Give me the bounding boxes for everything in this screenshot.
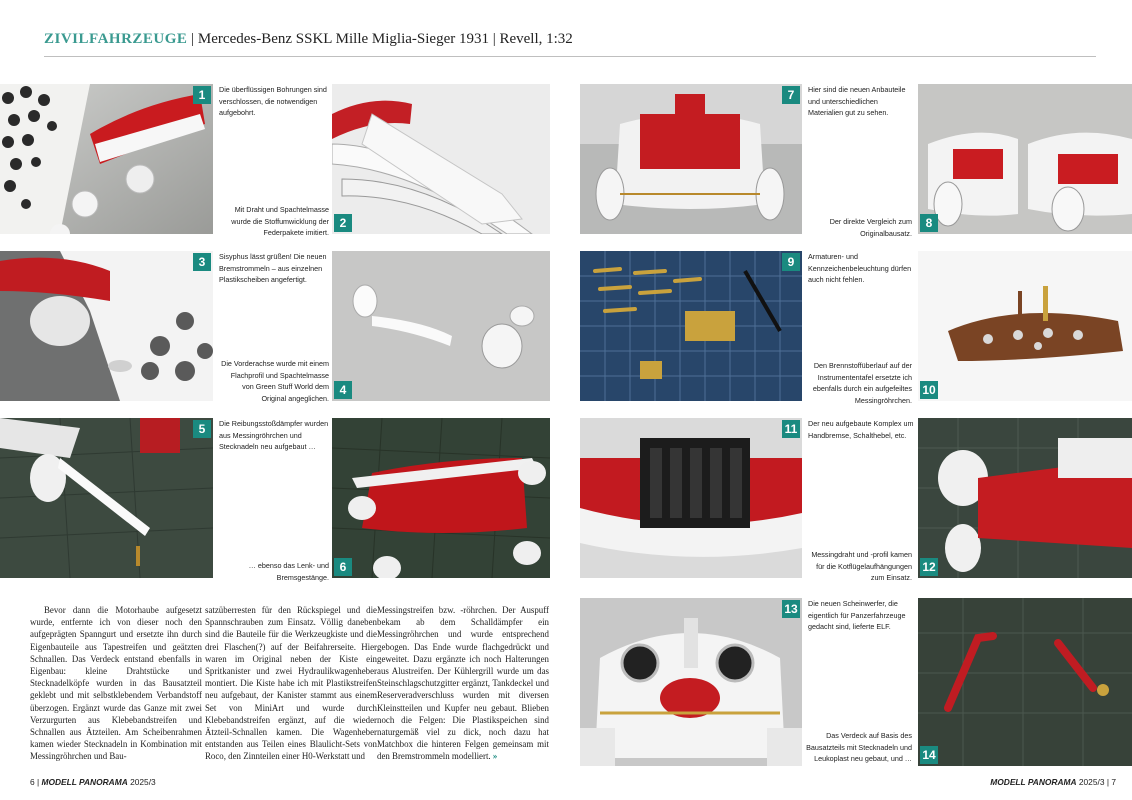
photo-caption: Hier sind die neuen Anbauteile und unterschiedlichen Materialien gut zu sehen. [808,85,906,117]
photo-5 [0,418,213,578]
photo-number-badge: 3 [193,253,211,271]
issue-number: 2025/3 [130,777,156,787]
photo-caption: Die Reibungsstoßdämpfer wurden aus Messingröhrchen und Stecknadeln neu aufgebaut … [219,419,329,451]
page-number: 6 [30,777,35,787]
photo-1 [0,84,213,234]
photo-number-badge: 8 [920,214,938,232]
continue-arrow: » [492,751,498,762]
photo-number-badge: 1 [193,86,211,104]
photo-number-badge: 10 [920,381,938,399]
photo-number-badge: 2 [334,214,352,232]
photo-caption: Sisyphus lässt grüßen! Die neuen Bremstrommeln – aus einzelnen Plastikscheiben angefertigt. [219,252,327,284]
page-header [44,30,1096,57]
photo-caption: Die überflüssigen Bohrungen sind verschlossen, die notwendigen aufgebohrt. [219,85,327,117]
photo-caption: Der direkte Vergleich zum Originalbausatz. [829,217,912,238]
photo-caption: … ebenso das Lenk- und Bremsgestänge. [248,561,329,582]
magazine-name: MODELL PANORAMA [41,777,128,787]
photo-caption: Den Brennstoffüberlauf auf der Instrumententafel ersetzte ich ebenfalls durch ein aufgefeiltes Messingröhrchen. [812,361,912,405]
photo-caption: Die neuen Scheinwerfer, die eigentlich für Panzerfahrzeuge gedacht sind, lieferte ELF. [808,599,906,631]
section-label: ZIVILFAHRZEUGE [44,31,188,47]
photo-caption: Messingdraht und -profil kamen für die Kotflügelaufhängungen zum Einsatz. [811,550,912,582]
photo-caption: Das Verdeck auf Basis des Bausatzteils mit Stecknadeln und Leukoplast neu gebaut, und … [806,731,912,763]
photo-2 [332,84,550,234]
photo-number-badge: 13 [782,600,800,618]
photo-4 [332,251,550,401]
magazine-name: MODELL PANORAMA [990,777,1077,787]
photo-8 [918,84,1132,234]
page-number: 7 [1111,777,1116,787]
photo-number-badge: 5 [193,420,211,438]
body-text: Messingstreifen bzw. -röhrchen. Der Auspuff bekam ab dem Schalldämpfer ein Messingröhrchen und wurde entsprechend gebogen. Das Ende wurde flachgedrückt und geweitet. Dazu ergänzte ich noch Halterungen aus Alustreifen. Der Kühlergrill wurde um das Steinschlagschutzgitter ergänzt, Tankdeckel und Reserveradverschluss wurden mit diversen Kleinstteilen und Kupfer neu gebaut. Blieben noch die Felgen: Die Plastikspeichen sind naturgemäß viel zu dick, noch dazu hat Matchbox die hinteren Felgen gemeinsam mit den Bremstrommeln modelliert. [377,605,549,762]
photo-10 [918,251,1132,401]
photo-6 [332,418,550,578]
photo-number-badge: 11 [782,420,800,438]
photo-number-badge: 12 [920,558,938,576]
footer-separator: | [37,777,40,787]
photo-13 [580,598,802,766]
photo-11 [580,418,802,578]
body-column-1 [30,604,202,763]
footer-separator: | [1106,777,1109,787]
photo-caption: Mit Draht und Spachtelmasse wurde die Stoffumwicklung der Federpakete imitiert. [231,205,329,237]
article-title: | Mercedes-Benz SSKL Mille Miglia-Sieger 1931 | Revell, 1:32 [187,31,573,47]
footer-right [990,777,1116,787]
footer-left [30,777,156,787]
photo-9 [580,251,802,401]
issue-number: 2025/3 [1078,777,1105,787]
photo-caption: Die Vorderachse wurde mit einem Flachprofil und Spachtelmasse von Green Stuff World dem Original angeglichen. [221,359,329,403]
photo-number-badge: 14 [920,746,938,764]
photo-7 [580,84,802,234]
body-column-3 [377,604,549,763]
photo-caption: Armaturen- und Kennzeichenbeleuchtung dürfen auch nicht fehlen. [808,252,912,284]
photo-number-badge: 9 [782,253,800,271]
body-paragraph: Bevor dann die Motorhaube aufgesetzt wurde, entfernte ich von dieser noch den aufgeprägten Spanngurt und ersetzte ihn durch Eigenbauteile aus Tapestreifen und geätzten Schnallen. Das Verdeck entstand ebenfalls in Eigenbau: kleine Drahtstücke und Stecknadelköpfe wurden in das Bausatzteil geklebt und mit selbstklebendem Verbandstoff überzogen. Ergänzt wurde das Ganze mit zwei Verzurgurten aus Klebebandstreifen und Schnallen aus Ätzteilen. Am Scheibenrahmen kamen wieder Stecknadeln in Kombination mit Messingröhrchen und Bau- [30,605,202,762]
photo-3 [0,251,213,401]
photo-14 [918,598,1132,766]
photo-12 [918,418,1132,578]
photo-number-badge: 7 [782,86,800,104]
photo-number-badge: 6 [334,558,352,576]
photo-caption: Der neu aufgebaute Komplex um Handbremse, Schalthebel, etc. [808,419,914,440]
body-paragraph: satzüberresten für den Rückspiegel und die Spannschrauben zum Einsatz. Völlig daneben sind die Bauteile für die Werkzeugkiste und die drei Flaschen(?) auf der Beifahrerseite. Hier waren im Original neben der Kiste ein Spritkanister und zwei Hydraulikwagenheber montiert. Die Kiste habe ich mit Plastikstreifen neu aufgebaut, der Kanister stammt aus einem Set von MiniArt und wurde durch Klebebandstreifen ergänzt, auf die wieder Ätzteil-Schnallen kamen. Die Wagenheber entstanden aus Teilen eines Blaulicht-Sets von Roco, den Zinnteilen einer H0-Werkstatt und [205,605,377,762]
body-column-2 [205,604,377,763]
photo-number-badge: 4 [334,381,352,399]
body-paragraph [377,604,549,763]
